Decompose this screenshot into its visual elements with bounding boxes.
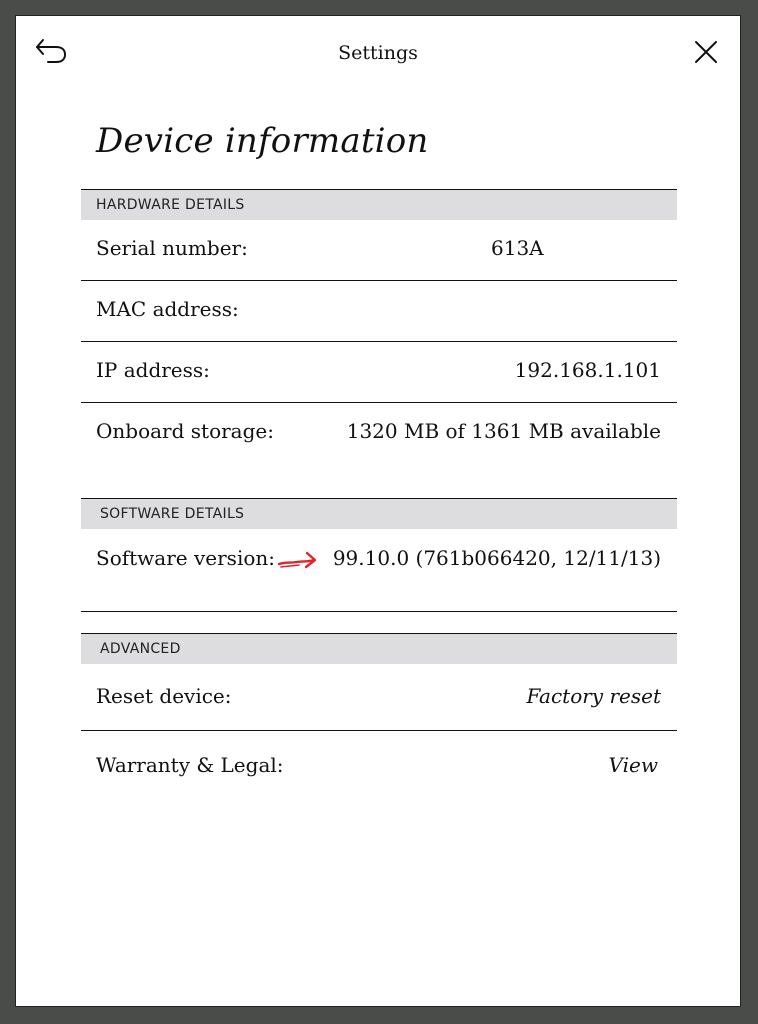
reset-device-label: Reset device:: [96, 684, 232, 708]
settings-content: [81, 189, 677, 803]
view-warranty-link[interactable]: View: [608, 753, 658, 777]
top-bar: [16, 16, 740, 92]
ip-address-row: [81, 342, 677, 403]
topbar-title: Settings: [338, 42, 418, 64]
software-details-header: SOFTWARE DETAILS: [81, 498, 677, 529]
hardware-details-header: HARDWARE DETAILS: [81, 189, 677, 220]
ip-address-value: 192.168.1.101: [514, 358, 661, 382]
close-icon: [692, 38, 720, 66]
ip-address-label: IP address:: [96, 358, 210, 382]
warranty-legal-label: Warranty & Legal:: [96, 753, 284, 777]
serial-number-row: [81, 220, 677, 281]
onboard-storage-label: Onboard storage:: [96, 419, 274, 443]
software-version-value: 99.10.0 (761b066420, 12/11/13): [332, 546, 661, 570]
serial-number-label: Serial number:: [96, 236, 248, 260]
reset-device-row: [81, 664, 677, 731]
software-version-row: [81, 529, 677, 612]
software-version-label: Software version:: [96, 546, 275, 570]
factory-reset-link[interactable]: Factory reset: [526, 684, 661, 708]
close-button[interactable]: [692, 38, 720, 66]
advanced-header: ADVANCED: [81, 633, 677, 664]
page-title: Device information: [96, 121, 429, 161]
section-spacer: [81, 612, 677, 633]
onboard-storage-row: [81, 403, 677, 464]
device-screen: [15, 15, 741, 1007]
mac-address-label: MAC address:: [96, 297, 239, 321]
mac-address-row: [81, 281, 677, 342]
red-arrow-annotation-icon: [277, 550, 319, 572]
warranty-legal-row: [81, 731, 677, 803]
serial-number-value: 613A: [491, 236, 544, 260]
section-spacer: [81, 464, 677, 498]
onboard-storage-value: 1320 MB of 1361 MB available: [346, 419, 661, 443]
